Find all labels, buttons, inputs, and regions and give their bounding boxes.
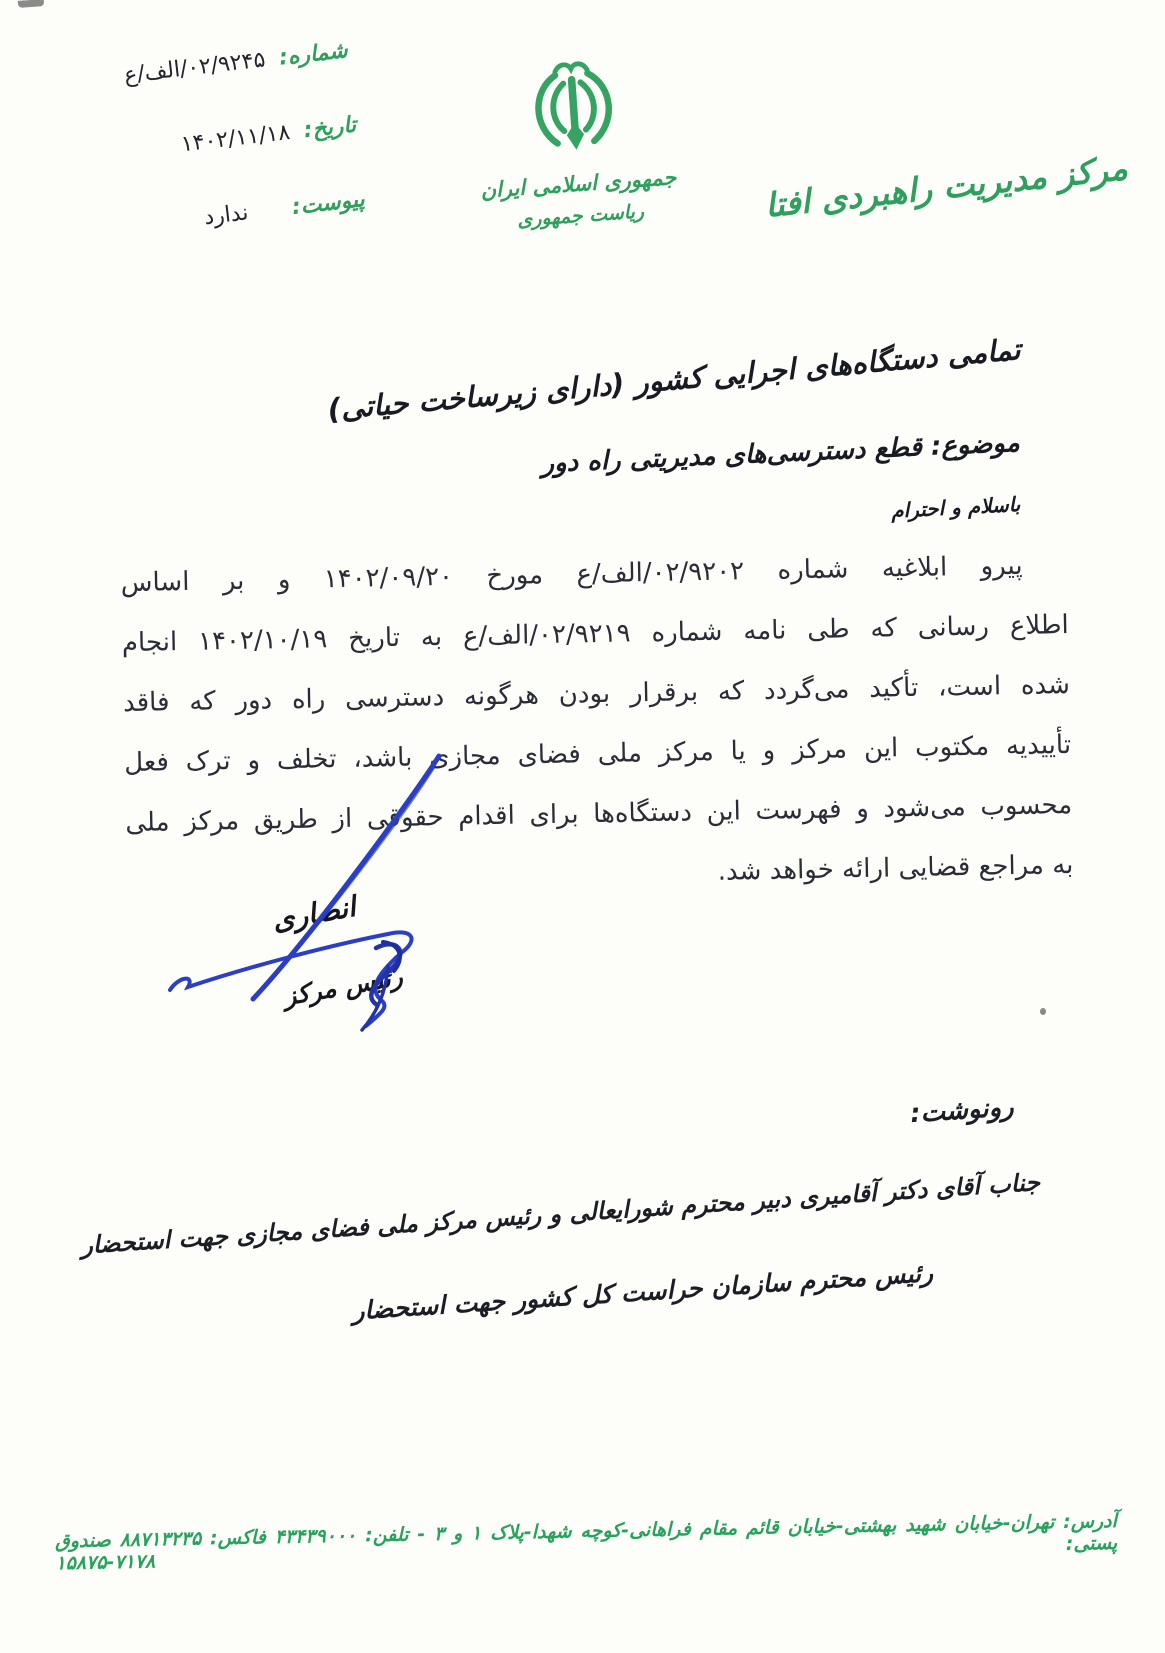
body-line-2: اطلاع رسانی که طی نامه شماره ۰۲/۹۲۱۹/الف/ع به تاریخ ۱۴۰۲/۱۰/۱۹ انجام [121,609,1070,659]
subject-line [541,428,1020,479]
letter-number-value: ۰۲/۹۲۴۵/الف/ع [122,47,267,89]
body-line-4: تأییدیه مکتوب این مرکز و یا مرکز ملی فضای مجازی باشد، تخلف و ترک فعل [123,729,1072,779]
signer-name: انصاری [269,889,359,938]
letter-meta-block [48,38,372,296]
letter-date-value: ۱۴۰۲/۱۱/۱۸ [179,120,292,158]
letter-date-row [56,113,357,172]
letter-attachment-label: پیوست: [290,187,366,221]
subject-text: قطع دسترسی‌های مدیریتی راه دور [541,432,923,479]
body-line-1: پیرو ابلاغیه شماره ۰۲/۹۲۰۲/الف/ع مورخ ۱۴۰۲/۰۹/۲۰ و بر اساس [120,550,1023,599]
subject-label: موضوع: [930,428,1021,462]
body-line-6: به مراجع قضایی ارائه خواهد شد. [717,849,1074,887]
handwritten-signature [150,738,470,1062]
org-title: مرکز مدیریت راهبردی افتا [762,148,1130,225]
salutation-line: باسلام و احترام [890,492,1021,523]
cc-item-2: رئیس محترم سازمان حراست کل کشور جهت استحضار [351,1258,934,1326]
cc-label: رونوشت: [908,1092,1015,1130]
letter-attachment-value: ندارد [202,200,250,231]
letter-number-label: شماره: [277,38,349,71]
letter-number-row [48,38,349,97]
signer-title: رئیس مرکز [281,961,405,1012]
letter-attachment-row [65,187,366,246]
footer-address: آدرس: تهران-خیابان شهید بهشتی-خیابان قائم مقام فراهانی-کوچه شهدا-پلاک ۱ و ۳ - تلفن: ۴۳۴۳۹۰۰۰ فاکس: ۸۸۷۱۳۲۳۵ صندوق پستی: ۷۱۷۸-۱۵۸۷۵ [54,1510,1118,1575]
government-emblem-block [422,48,728,237]
body-line-3: شده است، تأکید می‌گردد که برقرار بودن هرگونه دسترسی راه دور که فاقد [122,669,1071,719]
cc-item-1: جناب آقای دکتر آقامیری دبیر محترم شورایعالی و رئیس مرکز ملی فضای مجازی جهت استحضار [80,1168,1041,1260]
government-name-line: جمهوری اسلامی ایران [479,165,678,203]
scan-smudge-artifact [18,0,44,8]
letter-date-label: تاریخ: [302,112,358,144]
presidency-line: ریاست جمهوری [516,200,645,232]
iran-emblem-icon [422,48,724,176]
body-line-5: محسوب می‌شود و فهرست این دستگاه‌ها برای اقدام حقوقی از طریق مرکز ملی [125,789,1073,839]
ink-dot-artifact [1040,1008,1046,1015]
recipient-line: تمامی دستگاه‌های اجرایی کشور (دارای زیرساخت حیاتی) [325,332,1022,427]
